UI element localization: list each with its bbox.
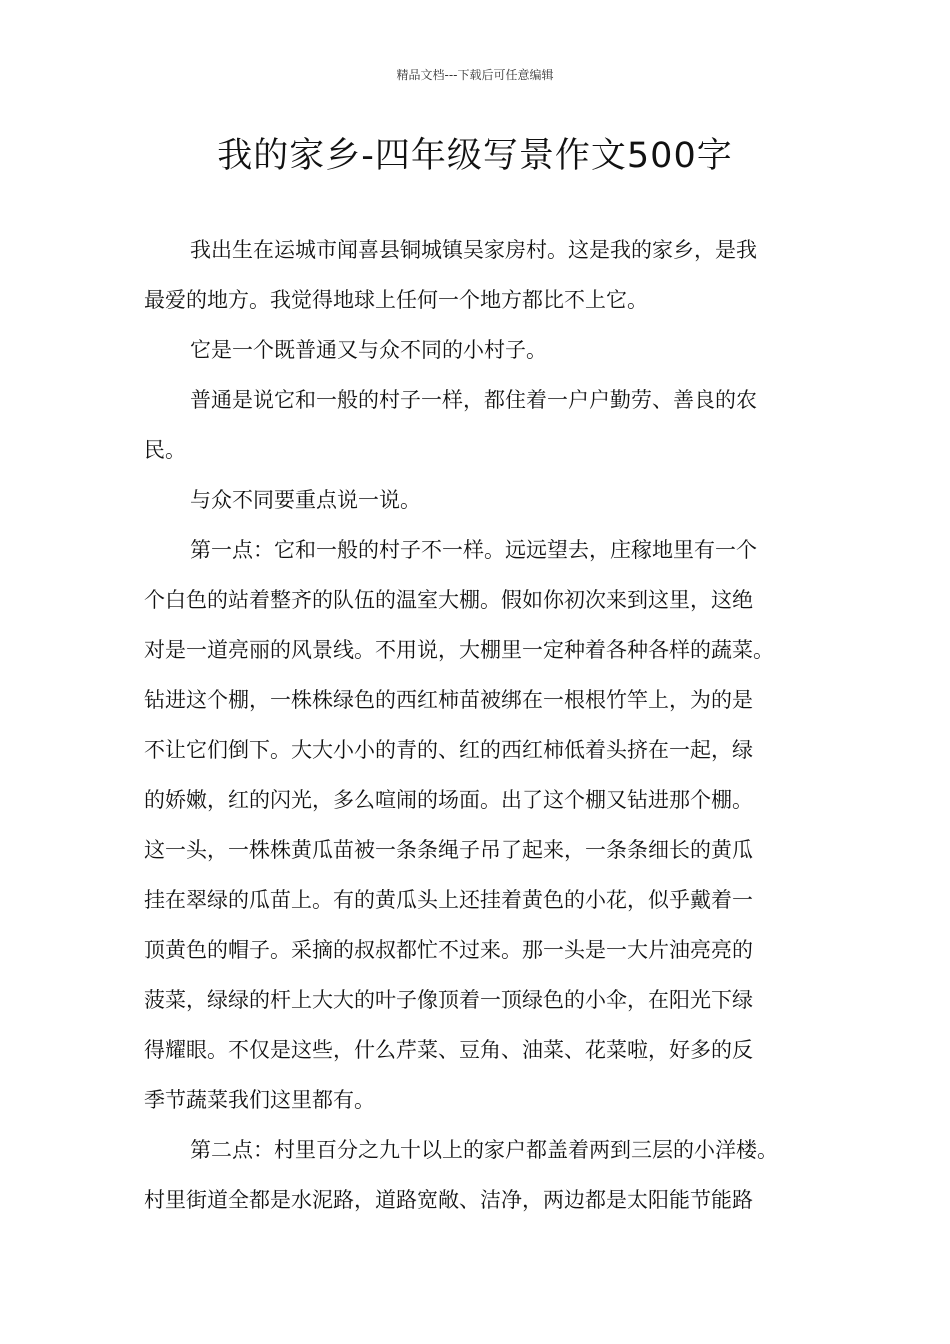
document-title: 我的家乡-四年级写景作文500字 (217, 136, 733, 176)
text-line: 与众不同要重点说一说。 (190, 488, 421, 512)
text-line: 对是一道亮丽的风景线。不用说，大棚里一定种着各种各样的蔬菜。 (144, 638, 774, 662)
text-line: 村里街道全都是水泥路，道路宽敞、洁净，两边都是太阳能节能路 (144, 1188, 753, 1212)
text-line: 普通是说它和一般的村子一样，都住着一户户勤劳、善良的农 (190, 388, 757, 412)
text-line: 民。 (144, 438, 186, 462)
text-line: 钻进这个棚，一株株绿色的西红柿苗被绑在一根根竹竿上，为的是 (144, 688, 753, 712)
text-line: 第二点：村里百分之九十以上的家户都盖着两到三层的小洋楼。 (190, 1138, 778, 1162)
document-body (144, 230, 814, 1230)
text-line: 个白色的站着整齐的队伍的温室大棚。假如你初次来到这里，这绝 (144, 588, 753, 612)
text-line: 这一头，一株株黄瓜苗被一条条绳子吊了起来，一条条细长的黄瓜 (144, 838, 753, 862)
text-line: 菠菜，绿绿的杆上大大的叶子像顶着一顶绿色的小伞，在阳光下绿 (144, 988, 753, 1012)
text-line: 得耀眼。不仅是这些，什么芹菜、豆角、油菜、花菜啦，好多的反 (144, 1038, 753, 1062)
text-line: 季节蔬菜我们这里都有。 (144, 1088, 375, 1112)
text-line: 挂在翠绿的瓜苗上。有的黄瓜头上还挂着黄色的小花，似乎戴着一 (144, 888, 753, 912)
text-line: 它是一个既普通又与众不同的小村子。 (190, 338, 547, 362)
text-line: 顶黄色的帽子。采摘的叔叔都忙不过来。那一头是一大片油亮亮的 (144, 938, 753, 962)
text-line: 第一点：它和一般的村子不一样。远远望去，庄稼地里有一个 (190, 538, 757, 562)
page-header: 精品文档---下载后可任意编辑 (396, 68, 554, 82)
text-line: 最爱的地方。我觉得地球上任何一个地方都比不上它。 (144, 288, 648, 312)
text-line: 不让它们倒下。大大小小的青的、红的西红柿低着头挤在一起，绿 (144, 738, 753, 762)
text-line: 我出生在运城市闻喜县铜城镇吴家房村。这是我的家乡，是我 (190, 238, 757, 262)
text-line: 的娇嫩，红的闪光，多么喧闹的场面。出了这个棚又钻进那个棚。 (144, 788, 753, 812)
